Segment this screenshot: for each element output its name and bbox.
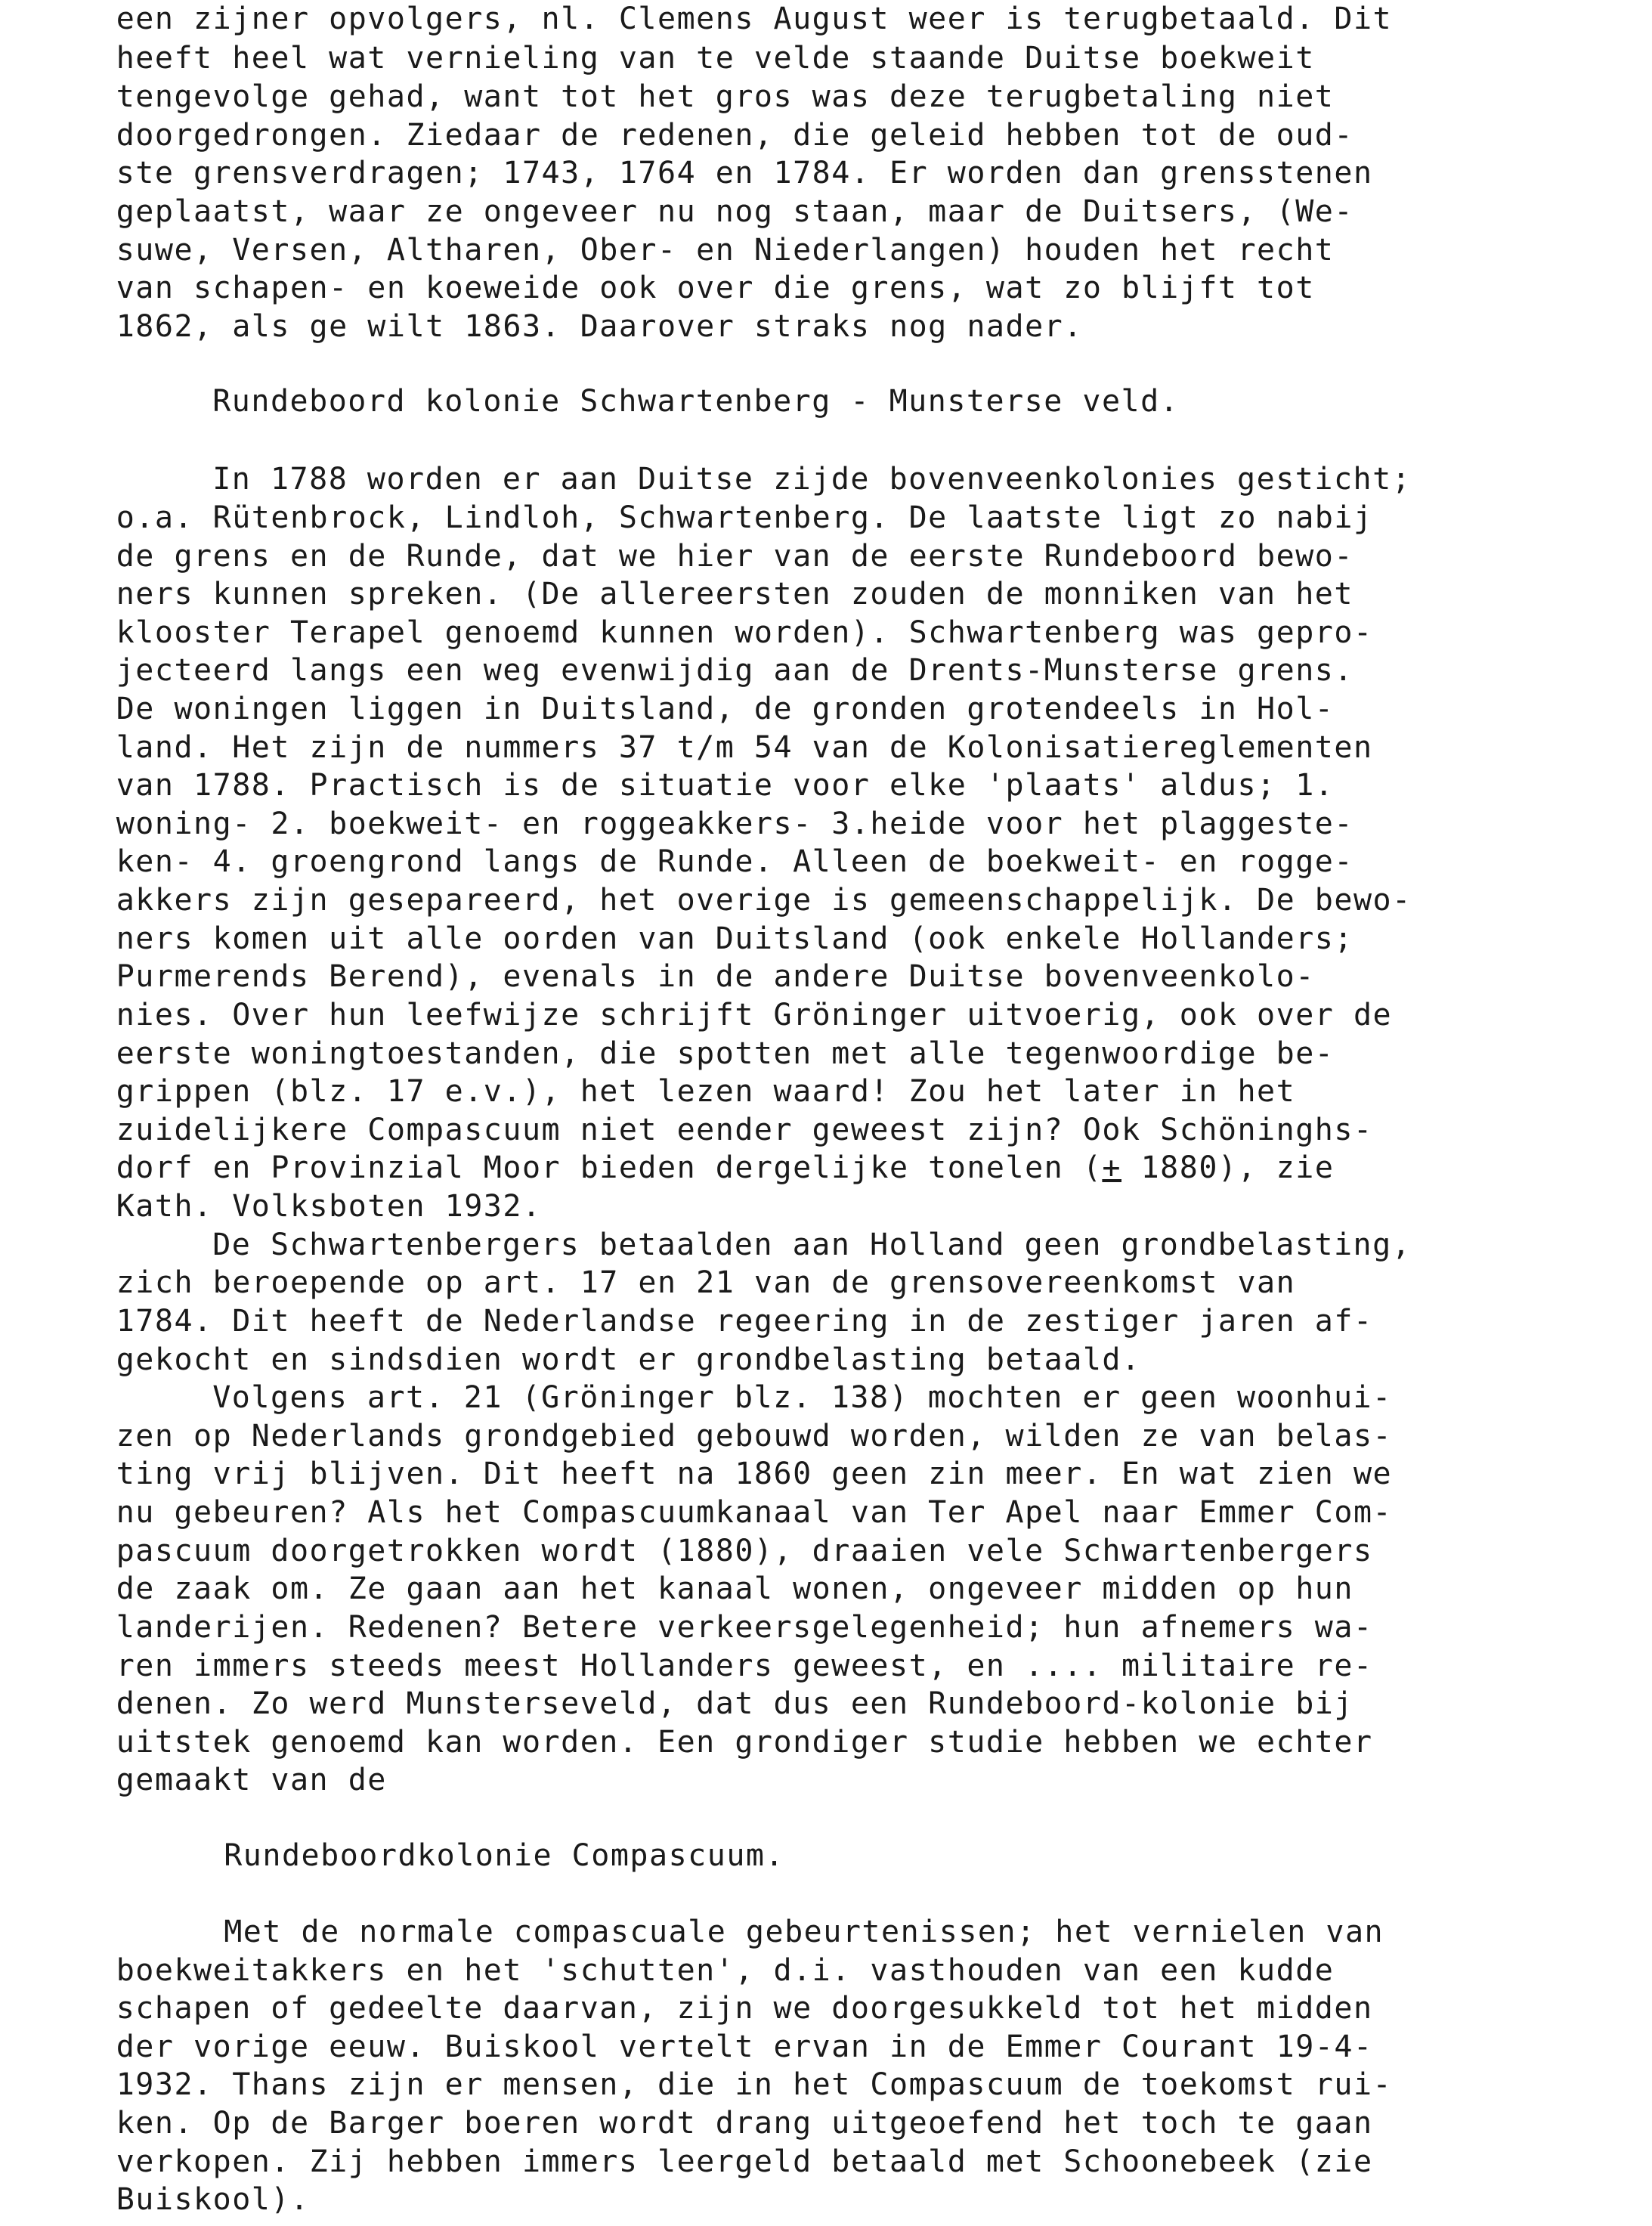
text-line: Buiskool). bbox=[116, 2182, 310, 2218]
text-line: De Schwartenbergers betaalden aan Holland geen grondbelasting, bbox=[212, 1227, 1412, 1262]
text-line: de grens en de Runde, dat we hier van de eerste Rundeboord bewo- bbox=[116, 538, 1353, 574]
text-line: De woningen liggen in Duitsland, de gronden grotendeels in Hol- bbox=[116, 692, 1335, 727]
text-line: In 1788 worden er aan Duitse zijde bovenveenkolonies gesticht; bbox=[212, 462, 1412, 497]
text-line: Met de normale compascuale gebeurtenissen; het vernielen van bbox=[224, 1914, 1384, 1949]
text-line: 1932. Thans zijn er mensen, die in het Compascuum de toekomst rui- bbox=[116, 2067, 1393, 2103]
text-line: 1862, als ge wilt 1863. Daarover straks nog nader. bbox=[116, 308, 1083, 344]
text-line: jecteerd langs een weg evenwijdig aan de Drents-Munsterse grens. bbox=[116, 653, 1353, 689]
text-line: gekocht en sindsdien wordt er grondbelasting betaald. bbox=[116, 1342, 1141, 1377]
section-heading: Rundeboordkolonie Compascuum. bbox=[224, 1837, 785, 1873]
text-line: ste grensverdragen; 1743, 1764 en 1784. Er worden dan grensstenen bbox=[116, 156, 1373, 191]
text-line: ners komen uit alle oorden van Duitsland (ook enkele Hollanders; bbox=[116, 921, 1353, 956]
text-line: heeft heel wat vernieling van te velde staande Duitse boekweit bbox=[116, 41, 1315, 76]
text-line: doorgedrongen. Ziedaar de redenen, die geleid hebben tot de oud- bbox=[116, 117, 1353, 153]
text-line: gemaakt van de bbox=[116, 1763, 387, 1798]
text-line: van schapen- en koeweide ook over die grens, wat zo blijft tot bbox=[116, 271, 1315, 306]
text-line: land. Het zijn de nummers 37 t/m 54 van de Kolonisatiereglementen bbox=[116, 729, 1373, 765]
text-line: zich beroepende op art. 17 en 21 van de grensovereenkomst van bbox=[116, 1265, 1296, 1301]
text-segment: 1880), zie bbox=[1121, 1150, 1335, 1186]
text-line: ken. Op de Barger boeren wordt drang uitgeoefend het toch te gaan bbox=[116, 2106, 1373, 2141]
text-line: uitstek genoemd kan worden. Een grondiger studie hebben we echter bbox=[116, 1724, 1373, 1760]
text-line: een zijner opvolgers, nl. Clemens August weer is terugbetaald. Dit bbox=[116, 2, 1393, 36]
plus-minus-sign: + bbox=[1102, 1150, 1121, 1186]
text-line: ken- 4. groengrond langs de Runde. Alleen de boekweit- en rogge- bbox=[116, 844, 1353, 880]
text-line: schapen of gedeelte daarvan, zijn we doorgesukkeld tot het midden bbox=[116, 1991, 1373, 2026]
text-line: suwe, Versen, Altharen, Ober- en Niederlangen) houden het recht bbox=[116, 232, 1335, 268]
text-line: Purmerends Berend), evenals in de andere Duitse bovenveenkolo- bbox=[116, 959, 1315, 995]
text-line: boekweitakkers en het 'schutten', d.i. vasthouden van een kudde bbox=[116, 1952, 1335, 1988]
text-line: landerijen. Redenen? Betere verkeersgelegenheid; hun afnemers wa- bbox=[116, 1609, 1373, 1645]
text-line: zuidelijkere Compascuum niet eender geweest zijn? Ook Schöninghs- bbox=[116, 1112, 1373, 1147]
text-line: ren immers steeds meest Hollanders geweest, en .... militaire re- bbox=[116, 1648, 1373, 1683]
text-line: nies. Over hun leefwijze schrijft Gröninger uitvoerig, ook over de bbox=[116, 997, 1393, 1033]
text-line: tengevolge gehad, want tot het gros was deze terugbetaling niet bbox=[116, 79, 1335, 115]
text-line: denen. Zo werd Munsterseveld, dat dus een Rundeboord-kolonie bij bbox=[116, 1686, 1353, 1722]
text-line: de zaak om. Ze gaan aan het kanaal wonen, ongeveer midden op hun bbox=[116, 1571, 1353, 1607]
text-line: woning- 2. boekweit- en roggeakkers- 3.heide voor het plaggeste- bbox=[116, 806, 1353, 841]
text-segment: dorf en Provinzial Moor bieden dergelijke tonelen ( bbox=[116, 1150, 1103, 1186]
text-line: Kath. Volksboten 1932. bbox=[116, 1189, 542, 1224]
text-line: ting vrij blijven. Dit heeft na 1860 geen zin meer. En wat zien we bbox=[116, 1457, 1393, 1492]
text-line: ners kunnen spreken. (De allereersten zouden de monniken van het bbox=[116, 577, 1353, 612]
text-line: Volgens art. 21 (Gröninger blz. 138) mochten er geen woonhui- bbox=[212, 1380, 1392, 1416]
text-line: verkopen. Zij hebben immers leergeld betaald met Schoonebeek (zie bbox=[116, 2144, 1373, 2179]
text-line: klooster Terapel genoemd kunnen worden). Schwartenberg was gepro- bbox=[116, 615, 1373, 650]
text-line bbox=[116, 1149, 1335, 1187]
text-line: 1784. Dit heeft de Nederlandse regeering in de zestiger jaren af- bbox=[116, 1303, 1373, 1339]
text-line: pascuum doorgetrokken wordt (1880), draaien vele Schwartenbergers bbox=[116, 1533, 1373, 1568]
section-heading: Rundeboord kolonie Schwartenberg - Munsterse veld. bbox=[212, 384, 1180, 420]
text-line: nu gebeuren? Als het Compascuumkanaal van Ter Apel naar Emmer Com- bbox=[116, 1495, 1393, 1531]
text-line: akkers zijn gesepareerd, het overige is gemeenschappelijk. De bewo- bbox=[116, 883, 1412, 918]
text-line: zen op Nederlands grondgebied gebouwd worden, wilden ze van belas- bbox=[116, 1418, 1393, 1454]
text-line: grippen (blz. 17 e.v.), het lezen waard! Zou het later in het bbox=[116, 1074, 1296, 1110]
text-line: geplaatst, waar ze ongeveer nu nog staan, maar de Duitsers, (We- bbox=[116, 193, 1353, 229]
text-line: der vorige eeuw. Buiskool vertelt ervan in de Emmer Courant 19-4- bbox=[116, 2029, 1373, 2064]
text-line: o.a. Rütenbrock, Lindloh, Schwartenberg. De laatste ligt zo nabij bbox=[116, 500, 1373, 535]
text-line: eerste woningtoestanden, die spotten met alle tegenwoordige be- bbox=[116, 1036, 1335, 1071]
text-line: van 1788. Practisch is de situatie voor elke 'plaats' aldus; 1. bbox=[116, 768, 1335, 803]
